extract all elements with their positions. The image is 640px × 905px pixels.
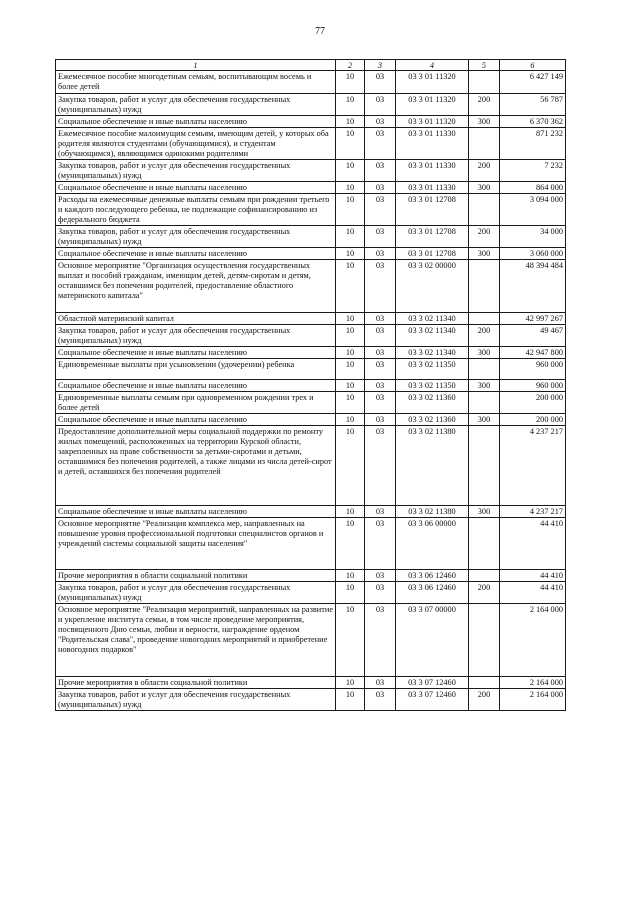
- row-target-code: 03 3 01 11320: [396, 71, 469, 94]
- table-row: [56, 160, 566, 182]
- budget-table: [55, 59, 566, 711]
- row-amount: 200 000: [500, 414, 566, 426]
- row-expense-type: [469, 359, 500, 380]
- table-row: [56, 260, 566, 313]
- row-amount: 56 787: [500, 94, 566, 116]
- row-amount: 7 232: [500, 160, 566, 182]
- row-section: 10: [336, 248, 365, 260]
- row-section: 10: [336, 604, 365, 677]
- column-header-2: 2: [336, 60, 365, 71]
- row-target-code: 03 3 01 11330: [396, 128, 469, 160]
- row-amount: 3 094 000: [500, 194, 566, 226]
- row-section: 10: [336, 677, 365, 689]
- row-name: Единовременные выплаты семьям при одновременном рождении трех и более детей: [56, 392, 336, 414]
- row-amount: 44 410: [500, 518, 566, 570]
- row-target-code: 03 3 02 00000: [396, 260, 469, 313]
- table-row: [56, 604, 566, 677]
- row-expense-type: 200: [469, 160, 500, 182]
- row-amount: 960 000: [500, 380, 566, 392]
- table-row: [56, 414, 566, 426]
- row-subsection: 03: [365, 182, 396, 194]
- row-subsection: 03: [365, 71, 396, 94]
- row-expense-type: [469, 392, 500, 414]
- row-name: Социальное обеспечение и иные выплаты населению: [56, 347, 336, 359]
- row-expense-type: 200: [469, 582, 500, 604]
- row-name: Закупка товаров, работ и услуг для обеспечения государственных (муниципальных) нужд: [56, 94, 336, 116]
- row-section: 10: [336, 689, 365, 711]
- row-subsection: 03: [365, 116, 396, 128]
- row-section: 10: [336, 128, 365, 160]
- page-number: 77: [315, 26, 325, 37]
- table-row: [56, 689, 566, 711]
- header-row: [56, 60, 566, 71]
- table-row: [56, 570, 566, 582]
- row-section: 10: [336, 182, 365, 194]
- row-subsection: 03: [365, 426, 396, 506]
- row-subsection: 03: [365, 248, 396, 260]
- column-header-6: 6: [500, 60, 566, 71]
- row-section: 10: [336, 380, 365, 392]
- row-name: Закупка товаров, работ и услуг для обеспечения государственных (муниципальных) нужд: [56, 689, 336, 711]
- row-amount: 6 370 362: [500, 116, 566, 128]
- column-header-3: 3: [365, 60, 396, 71]
- row-target-code: 03 3 02 11340: [396, 325, 469, 347]
- row-name: Социальное обеспечение и иные выплаты населению: [56, 414, 336, 426]
- row-amount: 3 060 000: [500, 248, 566, 260]
- row-subsection: 03: [365, 226, 396, 248]
- row-name: Ежемесячное пособие малоимущим семьям, имеющим детей, у которых оба родителя являются студентами (обучающимися), и студентам (обучающимся), являющимся одинокими родителями: [56, 128, 336, 160]
- row-expense-type: [469, 604, 500, 677]
- row-name: Предоставление дополнительной меры социальной поддержки по ремонту жилых помещений, расположенных на территории Курской области, закрепленных на праве собственности за детьми-сиротами и детьми, оставшимися без попечения родителей, а также лицами из числа детей-сирот и детей, оставшихся без попечения родителей: [56, 426, 336, 506]
- table-row: [56, 182, 566, 194]
- row-expense-type: [469, 426, 500, 506]
- row-expense-type: 300: [469, 414, 500, 426]
- row-amount: 44 410: [500, 570, 566, 582]
- row-target-code: 03 3 02 11350: [396, 359, 469, 380]
- row-name: Социальное обеспечение и иные выплаты населению: [56, 182, 336, 194]
- row-amount: 34 000: [500, 226, 566, 248]
- row-target-code: 03 3 01 12708: [396, 248, 469, 260]
- row-name: Основное мероприятие "Реализация мероприятий, направленных на развитие и укрепление института семьи, в том числе проведение мероприятия, посвященного Дню семьи, любви и верности, награждение орденом "Родительская слава", проведение новогодних мероприятий и приобретение новогодних подарков": [56, 604, 336, 677]
- row-amount: 48 394 484: [500, 260, 566, 313]
- row-amount: 2 164 000: [500, 689, 566, 711]
- row-target-code: 03 3 01 12708: [396, 226, 469, 248]
- row-amount: 2 164 000: [500, 677, 566, 689]
- row-expense-type: 300: [469, 506, 500, 518]
- row-subsection: 03: [365, 325, 396, 347]
- row-subsection: 03: [365, 506, 396, 518]
- row-target-code: 03 3 01 11320: [396, 94, 469, 116]
- table-row: [56, 128, 566, 160]
- row-subsection: 03: [365, 359, 396, 380]
- row-target-code: 03 3 01 11320: [396, 116, 469, 128]
- row-amount: 2 164 000: [500, 604, 566, 677]
- row-subsection: 03: [365, 380, 396, 392]
- row-amount: 960 000: [500, 359, 566, 380]
- row-amount: 44 410: [500, 582, 566, 604]
- row-subsection: 03: [365, 414, 396, 426]
- row-expense-type: [469, 194, 500, 226]
- row-target-code: 03 3 06 12460: [396, 582, 469, 604]
- row-target-code: 03 3 02 11350: [396, 380, 469, 392]
- row-target-code: 03 3 02 11360: [396, 392, 469, 414]
- row-name: Закупка товаров, работ и услуг для обеспечения государственных (муниципальных) нужд: [56, 582, 336, 604]
- row-expense-type: 200: [469, 689, 500, 711]
- row-section: 10: [336, 94, 365, 116]
- row-target-code: 03 3 07 00000: [396, 604, 469, 677]
- table-row: [56, 71, 566, 94]
- row-section: 10: [336, 194, 365, 226]
- row-subsection: 03: [365, 194, 396, 226]
- table-row: [56, 226, 566, 248]
- row-subsection: 03: [365, 518, 396, 570]
- row-target-code: 03 3 01 11330: [396, 160, 469, 182]
- row-target-code: 03 3 02 11340: [396, 347, 469, 359]
- row-expense-type: 200: [469, 94, 500, 116]
- row-target-code: 03 3 07 12460: [396, 677, 469, 689]
- row-name: Прочие мероприятия в области социальной политики: [56, 570, 336, 582]
- row-section: 10: [336, 518, 365, 570]
- row-expense-type: 300: [469, 347, 500, 359]
- row-subsection: 03: [365, 570, 396, 582]
- row-name: Ежемесячное пособие многодетным семьям, воспитывающим восемь и более детей: [56, 71, 336, 94]
- table-row: [56, 347, 566, 359]
- row-expense-type: [469, 313, 500, 325]
- row-section: 10: [336, 71, 365, 94]
- row-subsection: 03: [365, 94, 396, 116]
- row-section: 10: [336, 570, 365, 582]
- table-row: [56, 248, 566, 260]
- row-section: 10: [336, 506, 365, 518]
- row-target-code: 03 3 07 12460: [396, 689, 469, 711]
- row-amount: 871 232: [500, 128, 566, 160]
- row-name: Прочие мероприятия в области социальной политики: [56, 677, 336, 689]
- row-expense-type: 300: [469, 182, 500, 194]
- row-name: Основное мероприятие "Реализация комплекса мер, направленных на повышение уровня профессиональной подготовки специалистов органов и учреждений системы социальной защиты населения": [56, 518, 336, 570]
- row-target-code: 03 3 06 00000: [396, 518, 469, 570]
- row-section: 10: [336, 325, 365, 347]
- row-section: 10: [336, 359, 365, 380]
- row-name: Закупка товаров, работ и услуг для обеспечения государственных (муниципальных) нужд: [56, 226, 336, 248]
- row-name: Социальное обеспечение и иные выплаты населению: [56, 506, 336, 518]
- row-target-code: 03 3 01 12708: [396, 194, 469, 226]
- row-name: Закупка товаров, работ и услуг для обеспечения государственных (муниципальных) нужд: [56, 325, 336, 347]
- table-row: [56, 325, 566, 347]
- row-amount: 4 237 217: [500, 426, 566, 506]
- row-name: Основное мероприятие "Организация осуществления государственных выплат и пособий гражданам, имеющим детей, детям-сиротам и детям, оставшимся без попечения родителей, предоставление областного материнского капитала": [56, 260, 336, 313]
- row-subsection: 03: [365, 128, 396, 160]
- row-target-code: 03 3 06 12460: [396, 570, 469, 582]
- table-row: [56, 313, 566, 325]
- row-section: 10: [336, 392, 365, 414]
- column-header-5: 5: [469, 60, 500, 71]
- row-name: Областной материнский капитал: [56, 313, 336, 325]
- row-section: 10: [336, 116, 365, 128]
- row-name: Закупка товаров, работ и услуг для обеспечения государственных (муниципальных) нужд: [56, 160, 336, 182]
- table-row: [56, 506, 566, 518]
- row-expense-type: [469, 128, 500, 160]
- table-row: [56, 94, 566, 116]
- table-row: [56, 116, 566, 128]
- row-name: Социальное обеспечение и иные выплаты населению: [56, 116, 336, 128]
- row-target-code: 03 3 02 11340: [396, 313, 469, 325]
- row-subsection: 03: [365, 604, 396, 677]
- row-section: 10: [336, 347, 365, 359]
- row-subsection: 03: [365, 160, 396, 182]
- row-expense-type: [469, 570, 500, 582]
- row-amount: 6 427 149: [500, 71, 566, 94]
- row-name: Расходы на ежемесячные денежные выплаты семьям при рождении третьего и каждого последующего ребенка, не подлежащие софинансированию из федерального бюджета: [56, 194, 336, 226]
- row-subsection: 03: [365, 689, 396, 711]
- column-header-1: 1: [56, 60, 336, 71]
- table-row: [56, 392, 566, 414]
- row-amount: 42 947 800: [500, 347, 566, 359]
- row-subsection: 03: [365, 313, 396, 325]
- row-expense-type: 300: [469, 248, 500, 260]
- row-target-code: 03 3 02 11380: [396, 506, 469, 518]
- row-expense-type: [469, 677, 500, 689]
- row-target-code: 03 3 01 11330: [396, 182, 469, 194]
- row-section: 10: [336, 582, 365, 604]
- table-row: [56, 194, 566, 226]
- row-name: Единовременные выплаты при усыновлении (удочерении) ребенка: [56, 359, 336, 380]
- row-name: Социальное обеспечение и иные выплаты населению: [56, 380, 336, 392]
- row-expense-type: [469, 260, 500, 313]
- row-section: 10: [336, 313, 365, 325]
- row-subsection: 03: [365, 677, 396, 689]
- table-row: [56, 518, 566, 570]
- row-expense-type: 200: [469, 226, 500, 248]
- row-subsection: 03: [365, 392, 396, 414]
- row-expense-type: 300: [469, 380, 500, 392]
- row-section: 10: [336, 226, 365, 248]
- row-subsection: 03: [365, 582, 396, 604]
- row-target-code: 03 3 02 11360: [396, 414, 469, 426]
- row-name: Социальное обеспечение и иные выплаты населению: [56, 248, 336, 260]
- row-amount: 200 000: [500, 392, 566, 414]
- row-amount: 4 237 217: [500, 506, 566, 518]
- table-row: [56, 359, 566, 380]
- row-amount: 42 997 267: [500, 313, 566, 325]
- row-section: 10: [336, 260, 365, 313]
- row-amount: 49 467: [500, 325, 566, 347]
- row-expense-type: [469, 71, 500, 94]
- table-row: [56, 380, 566, 392]
- row-amount: 864 000: [500, 182, 566, 194]
- column-header-4: 4: [396, 60, 469, 71]
- table-row: [56, 677, 566, 689]
- row-subsection: 03: [365, 347, 396, 359]
- row-section: 10: [336, 426, 365, 506]
- row-section: 10: [336, 414, 365, 426]
- row-target-code: 03 3 02 11380: [396, 426, 469, 506]
- table-row: [56, 426, 566, 506]
- row-section: 10: [336, 160, 365, 182]
- table-row: [56, 582, 566, 604]
- row-expense-type: [469, 518, 500, 570]
- row-subsection: 03: [365, 260, 396, 313]
- row-expense-type: 200: [469, 325, 500, 347]
- row-expense-type: 300: [469, 116, 500, 128]
